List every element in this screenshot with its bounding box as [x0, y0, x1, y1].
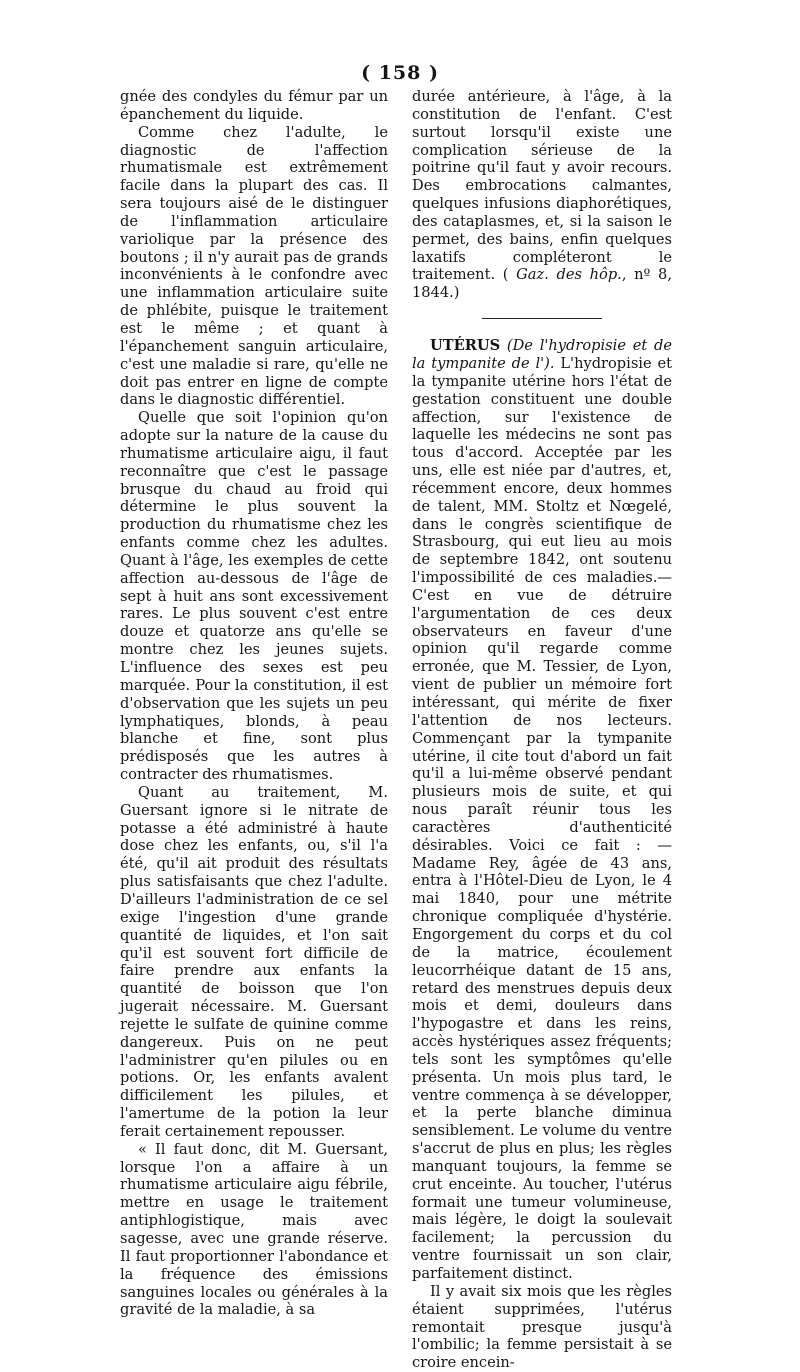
treatment-text: durée antérieure, à l'âge, à la constitution de l'enfant. C'est surtout lorsqu'il existe une complication sérieuse de la poitrine qu'il faut y avoir recours. Des embrocations calmantes, quelques infusions diaphorétiques, des cataplasmes, et, si la saison le permet, des bains, enfin quelques laxatifs compléteront le traitement.	[412, 88, 672, 284]
citation-open: (	[495, 266, 517, 284]
paragraph-treatment: Quant au traitement, M. Guersant ignore si le nitrate de potasse a été administré à haute dose chez les enfants, ou, s'il l'a été, qu'il ait produit des résultats plus satisfaisants que chez l'adulte. D'ailleurs l'administration de ce sel exige l'ingestion d'une grande quantité de liquides, et l'on sait qu'il est souvent fort difficile de faire prendre aux enfants la quantité de boisson que l'on jugerait nécessaire. M. Guersant rejette le sulfate de quinine comme dangereux. Puis on ne peut l'administrer qu'en pilules ou en potions. Or, les enfants avalent difficilement les pilules, et l'amertume de la potion la leur ferait certainement repousser.	[120, 783, 388, 1140]
left-column	[120, 88, 388, 1319]
article-title: UTÉRUS	[430, 337, 501, 355]
article-subtitle: (De l'hydropisie et de la tympanite de l').	[412, 337, 672, 372]
paragraph-continuation: gnée des condyles du fémur par un épanchement du liquide.	[120, 88, 388, 123]
paragraph-causes: Quelle que soit l'opinion qu'on adopte sur la nature de la cause du rhumatisme articulaire aigu, il faut reconnaître que c'est le passage brusque du chaud au froid qui détermine le plus souvent la production du rhumatisme chez les enfants comme chez les adultes. Quant à l'âge, les exemples de cette affection au-dessous de l'âge de sept à huit ans sont excessivement rares. Le plus souvent c'est entre douze et quatorze ans qu'elle se montre chez les jeunes sujets. L'influence des sexes est peu marquée. Pour la constitution, il est d'observation que les sujets un peu lymphatiques, blonds, à peau blanche et fine, sont plus prédisposés que les autres à contracter des rhumatismes.	[120, 409, 388, 784]
paragraph-treatment-continued	[412, 88, 672, 302]
article-second-paragraph: Il y avait six mois que les règles étaient supprimées, l'utérus remontait presque jusqu'à l'ombilic; la femme persistait à se croire encein-	[412, 1282, 672, 1372]
right-column	[412, 88, 672, 1372]
paragraph-diagnosis: Comme chez l'adulte, le diagnostic de l'affection rhumatismale est extrêmement facile dans la plupart des cas. Il sera toujours aisé de le distinguer de l'inflammation articulaire variolique par la présence des boutons ; il n'y aurait pas de grands inconvénients à le confondre avec une inflammation articulaire suite de phlébite, puisque le traitement est le même ; et quant à l'épanchement sanguin articulaire, c'est une maladie si rare, qu'elle ne doit pas entrer en ligne de compte dans le diagnostic différentiel.	[120, 123, 388, 409]
article-body: L'hydropisie et la tympanite utérine hors l'état de gestation constituent une double affection, sur l'existence de laquelle les médecins ne sont pas tous d'accord. Acceptée par les uns, elle est niée par d'autres, et, récemment encore, deux hommes de talent, MM. Stoltz et Nœgelé, dans le congrès scientifique de Strasbourg, qui eut lieu au mois de septembre 1842, ont soutenu l'impossibilité de ces maladies.— C'est en vue de détruire l'argumentation de ces deux observateurs en faveur d'une opinion qu'il regarde comme erronée, que M. Tessier, de Lyon, vient de publier un mémoire fort intéressant, qui mérite de fixer l'attention de nos lecteurs. Commençant par la tympanite utérine, il cite tout d'abord un fait qu'il a lui-même observé pendant plusieurs mois de suite, et qui nous paraît réunir tous les caractères d'authenticité désirables. Voici ce fait : —Madame Rey, âgée de 43 ans, entra à l'Hôtel-Dieu de Lyon, le 4 mai 1840, pour une métrite chronique compliquée d'hystérie. Engorgement du corps et du col de la matrice, écoulement leucorrhéique datant de 15 ans, retard des menstrues depuis deux mois et demi, douleurs dans l'hypogastre et dans les reins, accès hystériques assez fréquents; tels sont les symptômes qu'elle présenta. Un mois plus tard, le ventre commença à se développer, et la perte blanche diminua sensiblement. Le volume du ventre s'accrut de plus en plus; les règles manquant toujours, la femme se crut enceinte. Au toucher, l'utérus formait une tumeur volumineuse, mais légère, le doigt la soulevait facilement; la percussion du ventre fournissait un son clair, parfaitement distinct.	[412, 354, 672, 1282]
citation-journal: Gaz. des hôp.	[516, 266, 622, 284]
article-uterus-intro	[412, 337, 672, 1283]
citation-rest: , nº 8, 1844.)	[412, 266, 672, 302]
section-divider	[482, 318, 602, 319]
paragraph-guersant-quote: « Il faut donc, dit M. Guersant, lorsque l'on a affaire à un rhumatisme articulaire aigu fébrile, mettre en usage le traitement antiphlogistique, mais avec sagesse, avec une grande réserve. Il faut proportionner l'abondance et la fréquence des émissions sanguines locales ou générales à la gravité de la maladie, à sa	[120, 1140, 388, 1319]
page-number: ( 158 )	[361, 62, 439, 84]
